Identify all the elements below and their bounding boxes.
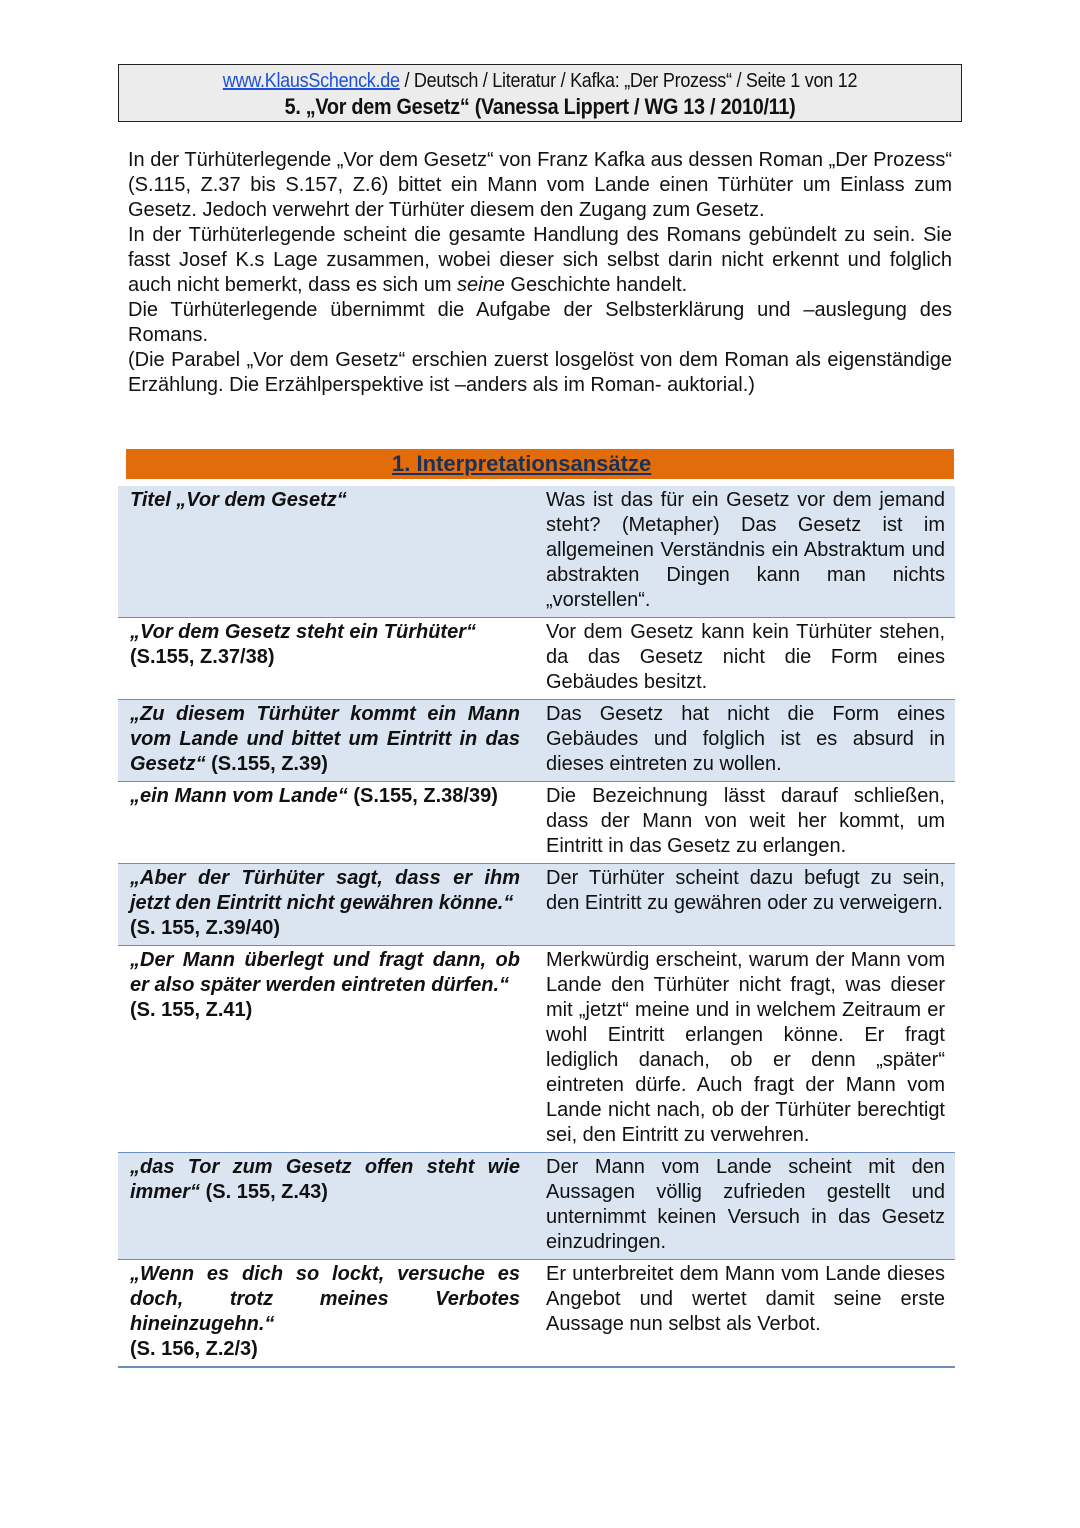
intro-paragraph-4: (Die Parabel „Vor dem Gesetz“ erschien zuerst losgelöst von dem Roman als eigenständige Erzählung. Die Erzählperspektive ist –anders als im Roman- auktorial.) xyxy=(128,349,952,396)
interpretation-table xyxy=(118,486,955,1368)
quote-cell: „Aber der Türhüter sagt, dass er ihm jetzt den Eintritt nicht gewähren könne.“ (S. 155, Z.39/40) xyxy=(130,867,520,939)
site-link[interactable]: www.KlausSchenck.de xyxy=(222,70,400,92)
section-heading: 1. Interpretationsansätze xyxy=(390,449,653,479)
quote-cell: Titel „Vor dem Gesetz“ xyxy=(130,489,347,511)
table-row xyxy=(118,1260,955,1366)
comment-cell: Die Bezeichnung lässt darauf schließen, dass der Mann von weit her kommt, um Eintritt in das Gesetz zu erlangen. xyxy=(546,785,945,857)
table-row xyxy=(118,782,955,864)
quote-cell: „Der Mann überlegt und fragt dann, ob er also später werden eintreten dürfen.“ (S. 155, Z.41) xyxy=(130,949,520,1021)
comment-cell: Vor dem Gesetz kann kein Türhüter stehen, da das Gesetz nicht die Form eines Gebäudes besitzt. xyxy=(546,621,945,693)
intro-paragraph-2: In der Türhüterlegende scheint die gesamte Handlung des Romans gebündelt zu sein. Sie fasst Josef K.s Lage zusammen, wobei dieser sich selbst darin nicht erkennt und folglich auch nicht bemerkt, dass es sich um seine Geschichte handelt. xyxy=(128,224,952,296)
quote-cell: „ein Mann vom Lande“ (S.155, Z.38/39) xyxy=(130,785,498,807)
quote-cell: „Wenn es dich so lockt, versuche es doch, trotz meines Verbotes hineinzugehn.“ (S. 156, Z.2/3) xyxy=(130,1263,520,1360)
quote-cell: „das Tor zum Gesetz offen steht wie immer“ (S. 155, Z.43) xyxy=(130,1156,520,1203)
quote-cell: „Vor dem Gesetz steht ein Türhüter“ (S.155, Z.37/38) xyxy=(130,621,476,668)
intro-paragraph-1: In der Türhüterlegende „Vor dem Gesetz“ von Franz Kafka aus dessen Roman „Der Prozess“ (S.115, Z.37 bis S.157, Z.6) bittet ein Mann vom Lande einen Türhüter um Einlass zum Gesetz. Jedoch verwehrt der Türhüter diesem den Zugang zum Gesetz. xyxy=(128,149,952,221)
table-row xyxy=(118,486,955,618)
table-row xyxy=(118,1153,955,1260)
table-row xyxy=(118,618,955,700)
comment-cell: Er unterbreitet dem Mann vom Lande dieses Angebot und wertet damit seine erste Aussage nun selbst als Verbot. xyxy=(546,1263,945,1335)
intro-paragraph-3: Die Türhüterlegende übernimmt die Aufgabe der Selbsterklärung und –auslegung des Romans. xyxy=(128,299,952,346)
header-breadcrumb-line xyxy=(161,68,919,94)
comment-cell: Was ist das für ein Gesetz vor dem jemand steht? (Metapher) Das Gesetz ist im allgemeinen Verständnis ein Abstraktum und abstrakten Dingen kann man nichts „vorstellen“. xyxy=(546,489,945,611)
breadcrumb: / Deutsch / Literatur / Kafka: „Der Prozess“ / Seite 1 von 12 xyxy=(399,70,858,92)
comment-cell: Das Gesetz hat nicht die Form eines Gebäudes und folglich ist es absurd in dieses eintreten zu wollen. xyxy=(546,703,945,775)
comment-cell: Merkwürdig erscheint, warum der Mann vom Lande den Türhüter nicht fragt, was dieser mit „jetzt“ meine und in welchem Zeitraum er wohl Eintritt erlangen könne. Er fragt lediglich danach, ob er denn „später“ eintreten dürfe. Auch fragt der Mann vom Lande nicht nach, ob der Türhüter berechtigt sei, den Eintritt zu verwehren. xyxy=(546,949,945,1146)
table-row xyxy=(118,864,955,946)
page-header xyxy=(118,64,962,122)
document-title: 5. „Vor dem Gesetz“ (Vanessa Lippert / WG 13 / 2010/11) xyxy=(284,94,796,119)
table-row xyxy=(118,946,955,1153)
comment-cell: Der Türhüter scheint dazu befugt zu sein, den Eintritt zu gewähren oder zu verweigern. xyxy=(546,867,945,914)
quote-cell: „Zu diesem Türhüter kommt ein Mann vom Lande und bittet um Eintritt in das Gesetz“ (S.155, Z.39) xyxy=(130,703,520,775)
introduction xyxy=(128,148,952,398)
table-row xyxy=(118,700,955,782)
comment-cell: Der Mann vom Lande scheint mit den Aussagen völlig zufrieden gestellt und unternimmt keinen Versuch in das Gesetz einzudringen. xyxy=(546,1156,945,1253)
